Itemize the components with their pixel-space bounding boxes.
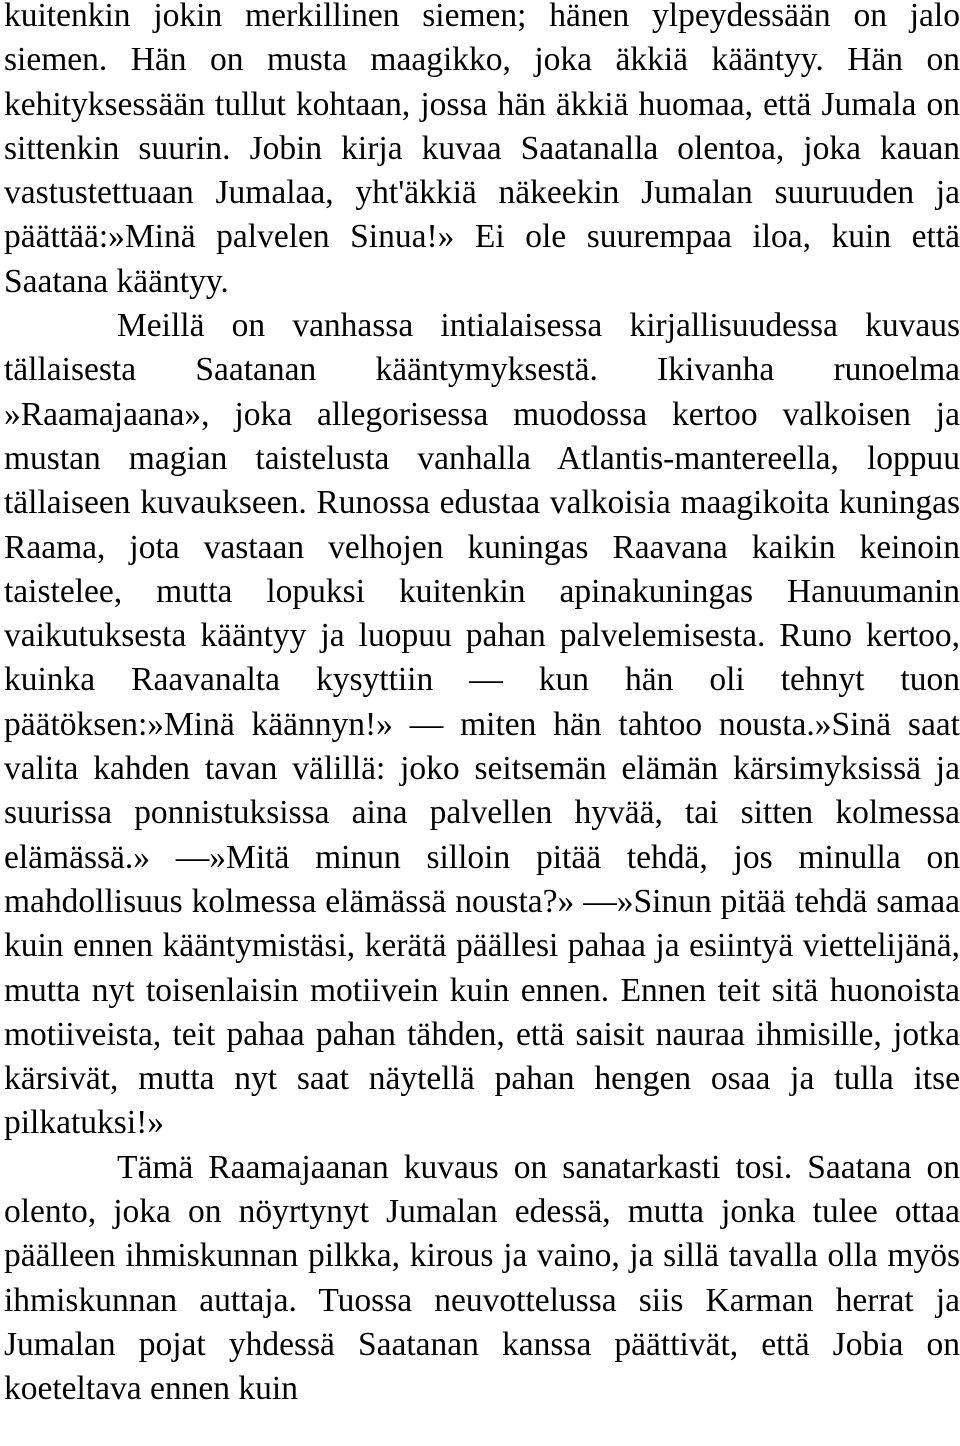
document-page: [4, 0, 960, 1412]
paragraph-1: kuitenkin jokin merkillinen siemen; hänen ylpeydessään on jalo siemen. Hän on musta maagikko, joka äkkiä kääntyy. Hän on kehityksessään tullut kohtaan, jossa hän äkkiä huomaa, että Jumala on sittenkin suurin. Jobin kirja kuvaa Saatanalla olentoa, joka kauan vastustettuaan Jumalaa, yht'äkkiä näkeekin Jumalan suuruuden ja päättää:»Minä palvelen Sinua!» Ei ole suurempaa iloa, kuin että Saatana kääntyy.: [4, 0, 960, 300]
paragraph-2: Meillä on vanhassa intialaisessa kirjallisuudessa kuvaus tällaisesta Saatanan kääntymyksestä. Ikivanha runoelma »Raamajaana», joka allegorisessa muodossa kertoo valkoisen ja mustan magian taistelusta vanhalla Atlantis-mantereella, loppuu tällaiseen kuvaukseen. Runossa edustaa valkoisia maagikoita kuningas Raama, jota vastaan velhojen kuningas Raavana kaikin keinoin taistelee, mutta lopuksi kuitenkin apinakuningas Hanuumanin vaikutuksesta kääntyy ja luopuu pahan palvelemisesta. Runo kertoo, kuinka Raavanalta kysyttiin — kun hän oli tehnyt tuon päätöksen:»Minä käännyn!» — miten hän tahtoo nousta.»Sinä saat valita kahden tavan välillä: joko seitsemän elämän kärsimyksissä ja suurissa ponnistuksissa aina palvellen hyvää, tai sitten kolmessa elämässä.» —»Mitä minun silloin pitää tehdä, jos minulla on mahdollisuus kolmessa elämässä nousta?» —»Sinun pitää tehdä samaa kuin ennen kääntymistäsi, kerätä päällesi pahaa ja esiintyä viettelijänä, mutta nyt toisenlaisin motiivein kuin ennen. Ennen teit sitä huonoista motiiveista, teit pahaa pahan tähden, että saisit nauraa ihmisille, jotka kärsivät, mutta nyt saat näytellä pahan hengen osaa ja tulla itse pilkatuksi!»: [4, 307, 960, 1142]
paragraph-3: Tämä Raamajaanan kuvaus on sanatarkasti tosi. Saatana on olento, joka on nöyrtynyt Jumalan edessä, mutta jonka tulee ottaa päälleen ihmiskunnan pilkka, kirous ja vaino, ja sillä tavalla olla myös ihmiskunnan auttaja. Tuossa neuvottelussa siis Karman herrat ja Jumalan pojat yhdessä Saatanan kanssa päättivät, että Jobia on koeteltava ennen kuin: [4, 1148, 960, 1408]
